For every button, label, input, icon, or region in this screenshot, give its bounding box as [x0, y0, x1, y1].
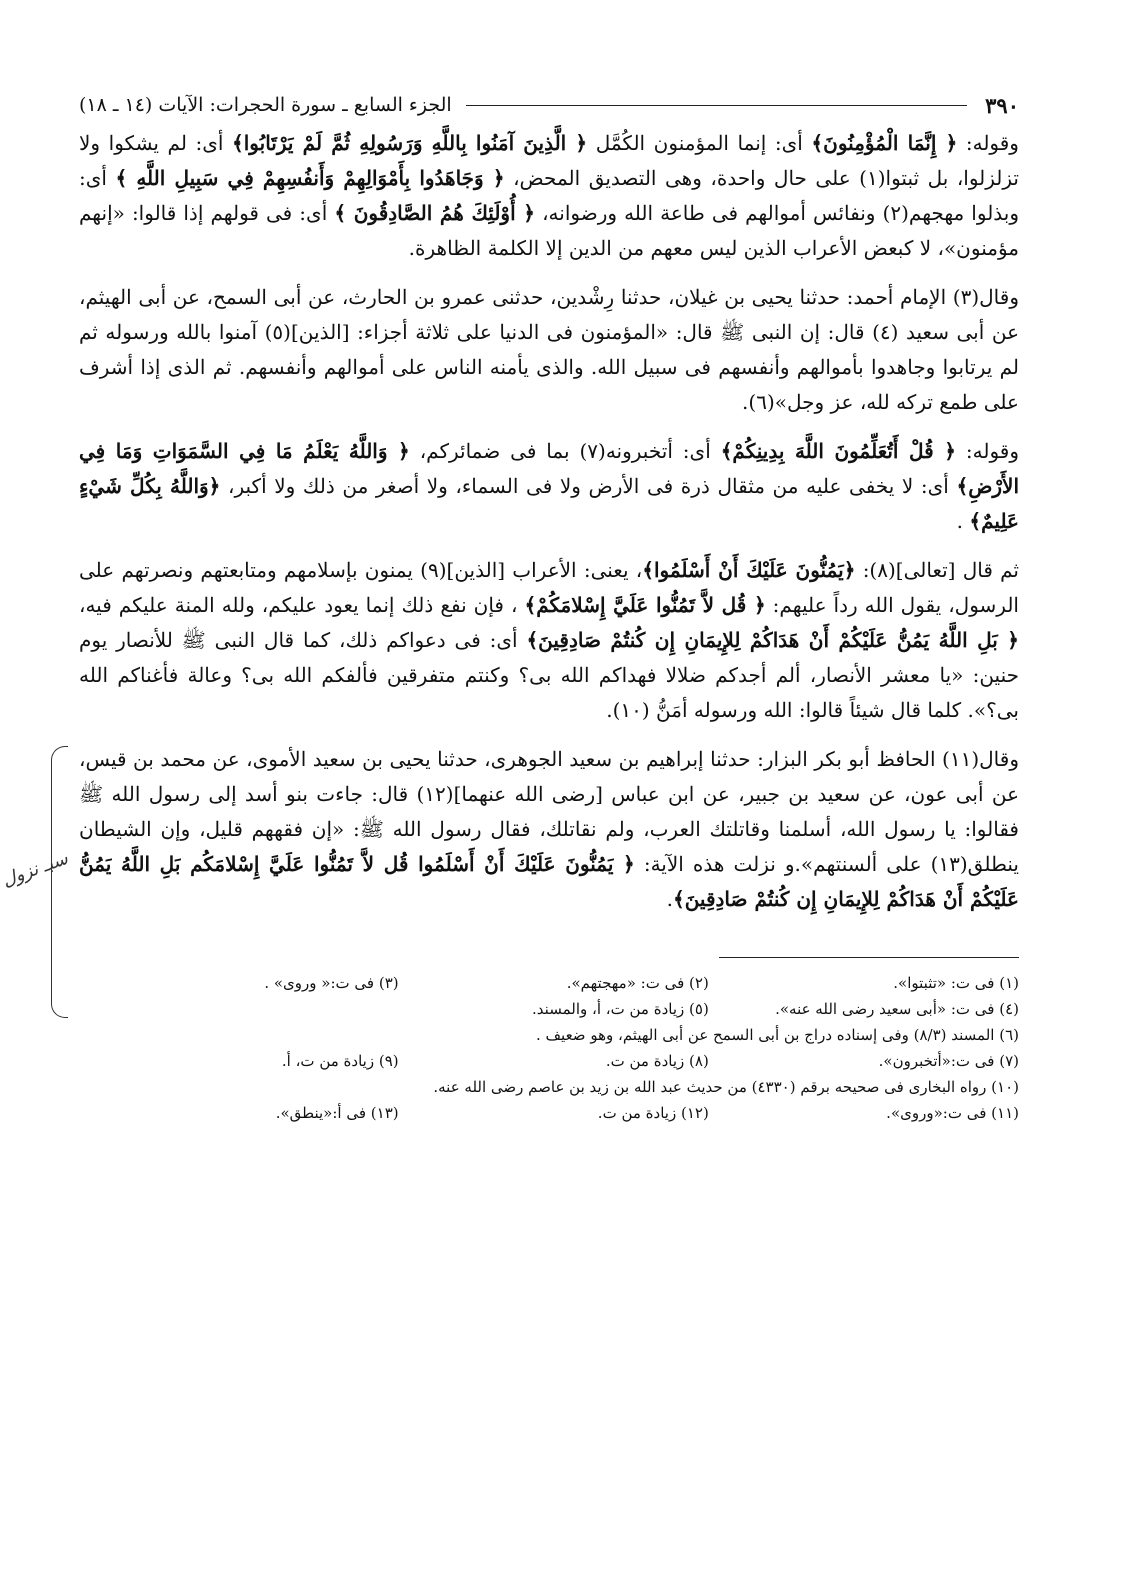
- footnote: (١٣) فى أ:«ينطق».: [276, 1104, 400, 1122]
- paragraph-text: وقال(١١) الحافظ أبو بكر البزار: حدثنا إبراهيم بن سعيد الجوهرى، حدثنا يحيى بن سعيد الأموى، عن محمد بن قيس، عن أبى عون، عن سعيد بن جبير، عن ابن عباس [رضى الله عنهما](١٢) قال: جاءت بنو أسد إلى رسول الله ﷺ فقالوا: يا رسول الله، أسلمنا وقاتلتك العرب، ولم نقاتلك، فقال رسول الله ﷺ: «إن فقههم قليل، وإن الشيطان ينطلق(١٣) على ألسنتهم».و نزلت هذه الآية:: [80, 747, 1021, 876]
- footnote: (٥) زيادة من ت، أ، والمسند.: [533, 1000, 710, 1018]
- footnote: (١) فى ت: «تثبتوا».: [894, 974, 1020, 992]
- footnote: (٤) فى ت: «أبى سعيد رضى الله عنه».: [776, 1000, 1020, 1018]
- paragraph-text: أى: أتخبرونه(٧) بما فى ضمائركم،: [410, 439, 722, 463]
- paragraph-text: ، فإن نفع ذلك إنما يعود عليكم، ولله المنة عليكم فيه،: [80, 593, 526, 617]
- paragraph-2: [80, 280, 1020, 420]
- paragraph-text: ثم قال [تعالى](٨):: [856, 558, 1020, 582]
- paragraph-3: [80, 434, 1020, 539]
- quran-verse: ﴿ وَاللَّهُ يَعْلَمُ مَا فِي السَّمَوَاتِ وَمَا فِي الأَرْضِ﴾: [80, 439, 1021, 498]
- footnote: (٦) المسند (٨/٣) وفى إسناده دراج بن أبى السمح عن أبى الهيثم، وهو ضعيف .: [536, 1026, 1020, 1044]
- paragraph-text: .: [957, 509, 971, 533]
- paragraph-text: أى: وبذلوا مهجهم(٢) ونفائس أموالهم فى طاعة الله ورضوانه،: [80, 166, 1021, 225]
- quran-verse: ﴿ قُلْ أَتُعَلِّمُونَ اللَّهَ بِدِينِكُمْ﴾: [721, 439, 957, 463]
- paragraph-text: .: [667, 887, 674, 911]
- paragraph-text: أى: لم يشكوا ولا تزلزلوا، بل ثبتوا(١) على حال واحدة، وهى التصديق المحض،: [80, 131, 1020, 190]
- footnote: (٨) زيادة من ت.: [606, 1052, 710, 1070]
- running-header: [80, 90, 1020, 120]
- paragraph-1: [80, 126, 1020, 266]
- quran-verse: ﴿ بَلِ اللَّهُ يَمُنُّ عَلَيْكُمْ أَنْ هَدَاكُمْ لِلإِيمَانِ إِن كُنتُمْ صَادِقِينَ﴾: [527, 628, 1020, 652]
- footnote-row: [80, 1022, 1020, 1048]
- footnote: (٢) فى ت: «مهجتهم».: [567, 974, 710, 992]
- book-page: [0, 90, 1021, 1530]
- paragraph-text: أى: فى قولهم إذا قالوا: «إنهم مؤمنون»، لا كبعض الأعراب الذين ليس معهم من الدين إلا الكلمة الظاهرة.: [80, 201, 1020, 260]
- paragraph-text: أى: لا يخفى عليه من مثقال ذرة فى الأرض ولا فى السماء، ولا أصغر من ذلك ولا أكبر،: [221, 474, 958, 498]
- footnote: (٩) زيادة من ت، أ.: [282, 1052, 400, 1070]
- quran-verse: ﴿ وَجَاهَدُوا بِأَمْوَالِهِمْ وَأَنفُسِهِمْ فِي سَبِيلِ اللَّهِ ﴾: [116, 166, 506, 190]
- margin-note: سبـ نزول: [0, 847, 72, 892]
- paragraph-text: وقوله:: [956, 439, 1021, 463]
- quran-verse: ﴿يَمُنُّونَ عَلَيْكَ أَنْ أَسْلَمُوا﴾: [643, 558, 857, 582]
- footnote: (١٢) زيادة من ت.: [598, 1104, 710, 1122]
- footnote: (٣) فى ت:« وروى» .: [265, 974, 400, 992]
- footnote-rule: [720, 957, 1020, 958]
- quran-verse: ﴿ إِنَّمَا الْمُؤْمِنُونَ﴾: [812, 131, 959, 155]
- footnote-row: [80, 1074, 1020, 1100]
- paragraph-text: وقوله:: [958, 131, 1020, 155]
- footnote: (١١) فى ت:«وروى».: [887, 1104, 1020, 1122]
- paragraph-text: وقال(٣) الإمام أحمد: حدثنا يحيى بن غيلان، حدثنا رِشْدين، حدثنى عمرو بن الحارث، عن أبى السمح، عن أبى الهيثم، عن أبى سعيد (٤) قال: إن النبى ﷺ قال: «المؤمنون فى الدنيا على ثلاثة أجزاء: [الذين](٥) آمنوا بالله ورسوله ثم لم يرتابوا وجاهدوا بأموالهم وأنفسهم فى سبيل الله. والذى يأمنه الناس على أموالهم وأنفسهم. ثم الذى إذا أشرف على طمع تركه لله، عز وجل»(٦).: [80, 285, 1021, 414]
- running-title: الجزء السابع ـ سورة الحجرات: الآيات (١٤ ـ ١٨): [80, 94, 453, 116]
- quran-verse: ﴿ قُل لاَّ تَمُنُّوا عَلَيَّ إِسْلامَكُمْ﴾: [525, 593, 767, 617]
- margin-bracket: [52, 746, 69, 1018]
- paragraph-text: أى: فى دعواكم ذلك، كما قال النبى ﷺ للأنصار يوم حنين: «يا معشر الأنصار، ألم أجدكم ضلالا فهداكم الله بى؟ وكنتم متفرقين فألفكم الله بى؟ وعالة فأغناكم الله بى؟». كلما قال شيئاً قالوا: الله ورسوله أمَنُّ (١٠).: [80, 628, 1020, 722]
- paragraph-4: [80, 553, 1020, 728]
- bracketed-passage: [0, 742, 1021, 917]
- quran-verse: ﴿ أُوْلَئِكَ هُمُ الصَّادِقُونَ ﴾: [335, 201, 537, 225]
- quran-verse: ﴿ يَمُنُّونَ عَلَيْكَ أَنْ أَسْلَمُوا قُل لاَّ تَمُنُّوا عَلَيَّ إِسْلامَكُم بَلِ اللَّهُ يَمُنُّ عَلَيْكُمْ أَنْ هَدَاكُمْ لِلإِيمَانِ إِن كُنتُمْ صَادِقِينَ﴾: [80, 852, 1020, 911]
- quran-verse: ﴿وَاللَّهُ بِكُلِّ شَيْءٍ عَلِيمٌ﴾: [80, 474, 1020, 533]
- footnote-row: [80, 970, 1020, 996]
- body-text: [0, 126, 1021, 917]
- quran-verse: ﴿ الَّذِينَ آمَنُوا بِاللَّهِ وَرَسُولِهِ ثُمَّ لَمْ يَرْتَابُوا﴾: [233, 131, 589, 155]
- footnote-row: [80, 1100, 1020, 1126]
- footnote: (٧) فى ت:«أتخبرون».: [879, 1052, 1020, 1070]
- paragraph-text: ، يعنى: الأعراب [الذين](٩) يمنون بإسلامهم ومتابعتهم ونصرتهم على الرسول، يقول الله رداً عليهم:: [80, 558, 1020, 617]
- page-number: ٣٩٠: [986, 92, 1020, 118]
- footnote-row: [80, 1048, 1020, 1074]
- paragraph-5: [80, 742, 1020, 917]
- footnote-row: [80, 996, 1020, 1022]
- header-rule: [467, 105, 968, 106]
- paragraph-text: أى: إنما المؤمنون الكُمَّل: [588, 131, 813, 155]
- footnotes: [80, 970, 1020, 1126]
- footnote: (١٠) رواه البخارى فى صحيحه برقم (٤٣٣٠) من حديث عبد الله بن زيد بن عاصم رضى الله عنه.: [434, 1078, 1020, 1096]
